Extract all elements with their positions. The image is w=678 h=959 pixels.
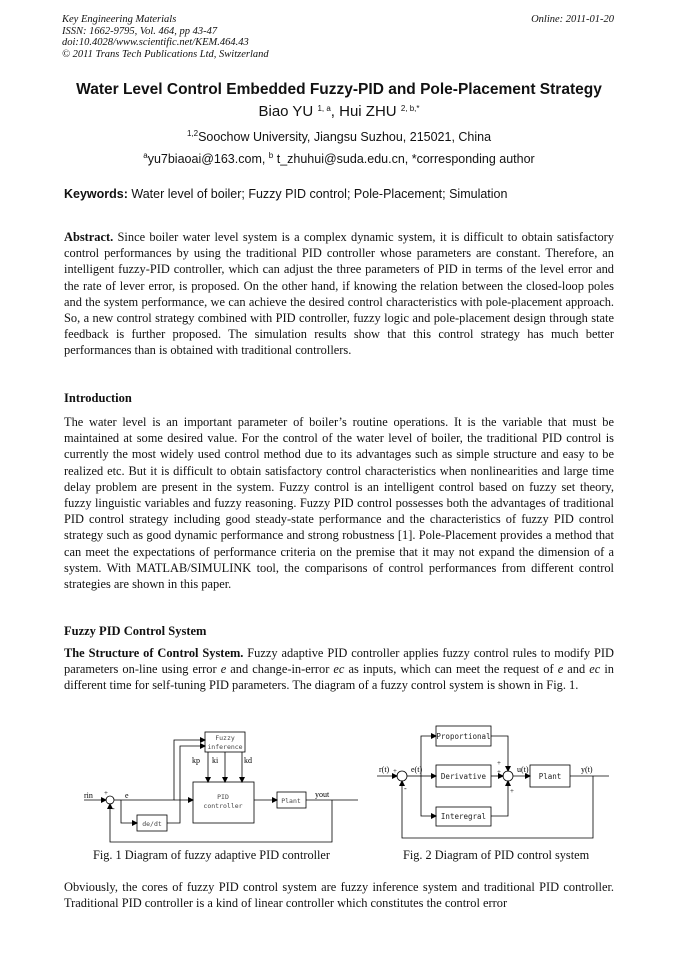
keywords: [64, 187, 616, 201]
structure-text-1: Fuzzy adaptive PID controller applies fuzzy control rules to modify PID parameters on-line using error: [64, 646, 614, 677]
kp-label: kp: [192, 756, 200, 765]
sum-junction-1: [397, 771, 407, 781]
author-1-name: Biao YU: [258, 103, 314, 120]
plus-sign-4: +: [510, 787, 514, 795]
online-date: Online: 2011-01-20: [531, 14, 614, 25]
var-ec: ec: [333, 662, 345, 677]
var-ec: ec: [589, 662, 601, 677]
e-to-dedt: [121, 800, 137, 823]
fig2-feedback: [402, 776, 593, 838]
var-e: e: [220, 662, 227, 677]
email-line: [0, 152, 678, 166]
email-a: yu7biaoai@163.com,: [147, 152, 269, 166]
i-to-sum: [491, 781, 508, 816]
author-2-sup: 2, b,*: [400, 104, 420, 113]
abstract: [64, 229, 614, 359]
paper-title: Water Level Control Embedded Fuzzy-PID and Pole-Placement Strategy: [76, 81, 602, 98]
structure-label: The Structure of Control System.: [64, 646, 244, 660]
journal-name: Key Engineering Materials: [62, 14, 177, 25]
ki-label: ki: [212, 756, 219, 765]
author-1-sup: 1, a: [317, 104, 331, 113]
fuzzy-label-2: inference: [207, 743, 243, 751]
plus-sign-2: +: [497, 759, 501, 767]
fuzzy-label-1: Fuzzy: [215, 734, 235, 742]
structure-text-2: and change-in-error: [226, 662, 334, 677]
kd-label: kd: [244, 756, 252, 765]
proportional-label: Proportional: [436, 732, 491, 741]
closing-paragraph: Obviously, the cores of fuzzy PID control system are fuzzy inference system and traditional PID controller. Traditional PID controller is a kind of linear controller which constitutes the control error: [64, 880, 614, 911]
integral-label: Interegral: [440, 812, 487, 821]
sum-junction-2: [503, 771, 513, 781]
affiliation-sup: 1,2: [186, 129, 199, 138]
structure-text-3: as inputs, which can meet the request of: [344, 662, 558, 677]
plus-sign-1: +: [393, 767, 397, 775]
abstract-label: Abstract.: [64, 230, 114, 244]
keywords-label: Keywords:: [64, 187, 128, 201]
email-a-sup: a: [143, 151, 148, 160]
e-to-proportional: [421, 736, 436, 776]
r-label: r(t): [379, 765, 390, 774]
plus-sign-3: +: [497, 768, 501, 776]
u-label: u(t): [517, 765, 529, 774]
structure-text-5: in different time for self-tuning PID parameters. The diagram of a fuzzy control system is shown in Fig. 1.: [64, 662, 614, 693]
abstract-text: Since boiler water level system is a complex dynamic system, it is difficult to obtain satisfactory control performances by using the traditional PID controller whose parameters are constant. Therefore, an intelligent fuzzy-PID controller, which can adjust the three parameters of PID in terms of the level error and the rate of lever error, is proposed. On the other hand, if knowing the relation between the closed-loop poles and the system performance, we can achieve the desired control characteristics with pole-placement approach. So, a new control strategy combined with PID controller, fuzzy logic and pole-placement design through state feedback is further proposed. The simulation results show that this control strategy has much better performances than is obtained with traditional controllers.: [64, 230, 614, 358]
e-label: e: [125, 791, 129, 800]
keywords-text: Water level of boiler; Fuzzy PID control; Pole-Placement; Simulation: [127, 187, 508, 201]
section-heading-fuzzy-pid: Fuzzy PID Control System: [64, 624, 207, 638]
var-e: e: [557, 662, 564, 677]
copyright-line: © 2011 Trans Tech Publications Ltd, Switzerland: [62, 48, 269, 60]
derivative-label: Derivative: [440, 772, 487, 781]
structure-text-4: and: [563, 662, 590, 677]
introduction-heading: Introduction: [64, 391, 132, 405]
e-to-fuzzy: [121, 740, 205, 800]
introduction-text: The water level is an important parameter of boiler’s routine operations. It is the variable that must be maintained at some desired value. For the control of the water level of boiler, the traditional PID control is currently the most widely used control method due to its advantages such as simple structure and easy to be realized etc. But it is difficult to obtain satisfactory control characteristics when nonlinearities and large time delay problem are present in the system. Fuzzy control is an intelligent control based on fuzzy set theory, fuzzy linguistic variables and fuzzy reasoning. Fuzzy PID control possesses both the advantages of traditional PID control strategy including good steady-state performance and the characteristics of fuzzy PID control strategy such as good dynamic performance and strong robustness [1]. Pole-Placement provides a method that can meet the expectations of performance criteria on the premise that it may not expand the dimension of a system. With MATLAB/SIMULINK tool, the comparisons of control performances from different control strategies are shown in this paper.: [64, 415, 614, 592]
fig2-caption: Fig. 2 Diagram of PID control system: [403, 848, 590, 862]
yout-label: yout: [315, 790, 330, 799]
author-2-name: Hui ZHU: [339, 103, 397, 120]
fig2-diagram: [373, 721, 613, 846]
minus-sign: -: [112, 804, 115, 813]
e-label-2: e(t): [411, 765, 423, 774]
plant-label-2: Plant: [538, 772, 562, 781]
author-separator: ,: [330, 103, 340, 120]
issn-line: ISSN: 1662-9795, Vol. 464, pp 43-47: [62, 25, 218, 37]
minus-sign-1: -: [404, 784, 407, 793]
doi-line: doi:10.4028/www.scientific.net/KEM.464.43: [62, 37, 249, 48]
e-to-integral: [421, 776, 436, 816]
journal-header: [62, 14, 269, 60]
email-b-sup: b: [268, 151, 274, 160]
pid-label-1: PID: [217, 793, 229, 801]
email-b: t_zhuhui@suda.edu.cn, *corresponding author: [273, 152, 535, 166]
author-line: [0, 103, 678, 120]
plant-label: Plant: [281, 797, 301, 805]
fig1-caption: Fig. 1 Diagram of fuzzy adaptive PID controller: [93, 848, 330, 862]
affiliation: [0, 130, 678, 144]
plus-sign: +: [104, 789, 108, 797]
fig1-diagram: [62, 726, 362, 846]
affiliation-text: Soochow University, Jiangsu Suzhou, 215021, China: [198, 130, 492, 144]
sum-junction: [106, 796, 114, 804]
pid-label-2: controller: [203, 802, 243, 810]
structure-paragraph: [64, 645, 614, 694]
y-label: y(t): [581, 765, 593, 774]
dedt-label: de/dt: [142, 820, 162, 828]
rin-label: rin: [84, 791, 93, 800]
